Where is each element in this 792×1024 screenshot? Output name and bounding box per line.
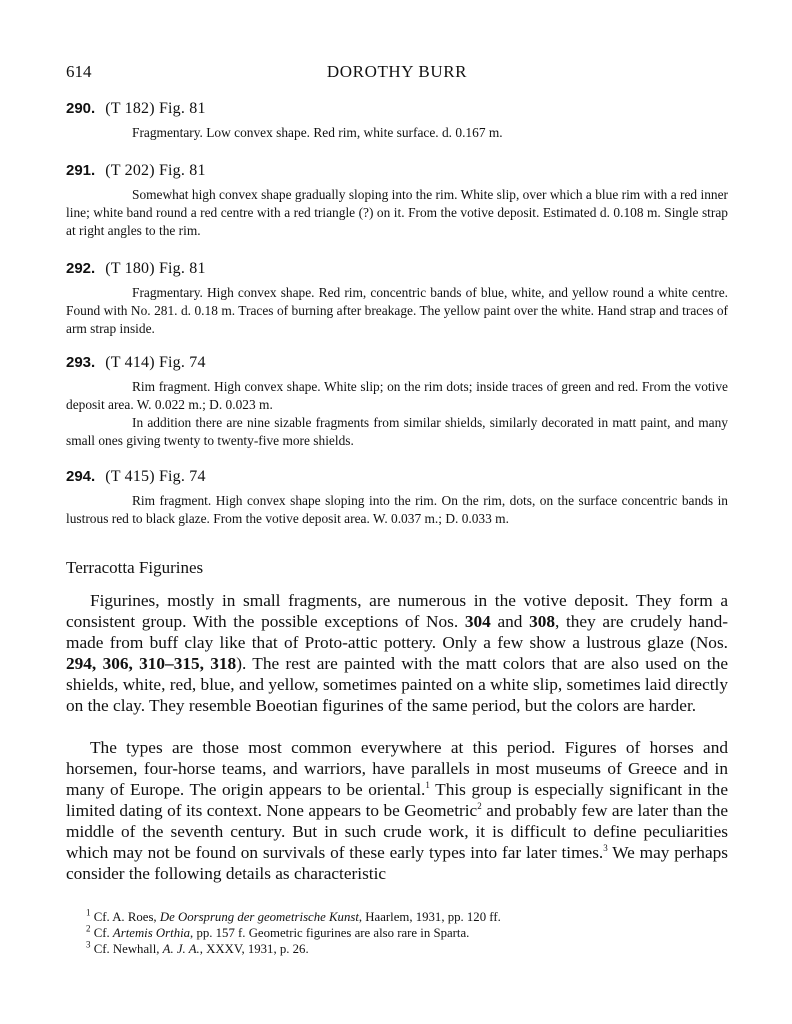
entry-number: 292. bbox=[66, 260, 96, 277]
entry-description: Fragmentary. High convex shape. Red rim, concentric bands of blue, white, and yellow round a white centre. Found with No. 281. d. 0.18 m. Traces of burning after breakage. The yellow paint over the white. Hand strap and traces of arm strap inside. bbox=[66, 285, 728, 336]
footnote-ref[interactable]: 1 bbox=[425, 780, 430, 791]
catalogue-entry bbox=[66, 354, 728, 450]
section-heading: Terracotta Figurines bbox=[66, 558, 204, 577]
catalogue-entry bbox=[66, 162, 728, 240]
entry-reference: (T 414) Fig. 74 bbox=[105, 354, 206, 371]
page-number: 614 bbox=[66, 62, 92, 81]
entry-description: Rim fragment. High convex shape. White slip; on the rim dots; inside traces of green and red. From the votive deposit area. W. 0.022 m.; D. 0.023 m. bbox=[66, 379, 728, 412]
footnotes bbox=[66, 909, 728, 957]
catalogue-entry bbox=[66, 468, 728, 528]
body-paragraph: The types are those most common everywhere at this period. Figures of horses and horsemen, four-horse teams, and warriors, have parallels in most museums of Greece and in many of Europe. The origin appears to be oriental.$^1$ This group is especially significant in the limited dating of its context. None appears to be Geometric$^2$ and probably few are later than the middle of the seventh century. But in such crude work, it is difficult to define peculiarities which may not be found on survivals of these early types into far later times.$^3$ We may perhaps consider the following details as characteristic bbox=[66, 738, 729, 883]
entry-number: 294. bbox=[66, 468, 96, 485]
body-paragraph: Figurines, mostly in small fragments, are numerous in the votive deposit. They form a consistent group. With the possible exceptions of Nos. 304 and 308, they are crudely hand-made from buff clay like that of Proto-attic pottery. Only a few show a lustrous glaze (Nos. 294, 306, 310–315, 318). The rest are painted with the matt colors that are also used on the shields, white, red, blue, and yellow, sometimes painted on a white slip, sometimes laid directly on the clay. They resemble Boeotian figurines of the same period, but the colors are harder. bbox=[66, 591, 729, 715]
footnote-ref[interactable]: 3 bbox=[603, 843, 608, 854]
entry-description-note: In addition there are nine sizable fragments from similar shields, similarly decorated in matt paint, and many small ones giving twenty to twenty-five more shields. bbox=[66, 415, 728, 448]
catalogue-entry bbox=[66, 100, 728, 142]
entry-description: Fragmentary. Low convex shape. Red rim, white surface. d. 0.167 m. bbox=[132, 125, 503, 140]
catalogue-entry bbox=[66, 260, 728, 338]
footnote: $^1$ Cf. A. Roes, De Oorsprung der geometrische Kunst, Haarlem, 1931, pp. 120 ff. bbox=[86, 907, 501, 924]
entry-number: 293. bbox=[66, 354, 96, 371]
entry-reference: (T 180) Fig. 81 bbox=[105, 260, 206, 277]
entry-reference: (T 182) Fig. 81 bbox=[105, 100, 206, 117]
entry-number: 290. bbox=[66, 100, 96, 117]
footnote: $^3$ Cf. Newhall, A. J. A., XXXV, 1931, p. 26. bbox=[86, 939, 309, 956]
entry-description: Somewhat high convex shape gradually sloping into the rim. White slip, over which a blue rim with a red inner line; white band round a red centre with a red triangle (?) on it. From the votive deposit. Estimated d. 0.108 m. Single strap at right angles to the rim. bbox=[66, 187, 728, 238]
running-head bbox=[66, 62, 728, 86]
footnote-ref[interactable]: 2 bbox=[477, 801, 482, 812]
running-title: DOROTHY BURR bbox=[326, 62, 468, 81]
entry-number: 291. bbox=[66, 162, 96, 179]
footnote: $^2$ Cf. Artemis Orthia, pp. 157 f. Geometric figurines are also rare in Sparta. bbox=[86, 923, 470, 940]
entry-reference: (T 202) Fig. 81 bbox=[105, 162, 206, 179]
entry-reference: (T 415) Fig. 74 bbox=[105, 468, 206, 485]
entry-description: Rim fragment. High convex shape sloping into the rim. On the rim, dots, on the surface concentric bands in lustrous red to black glaze. From the votive deposit area. W. 0.037 m.; D. 0.033 m. bbox=[66, 493, 728, 526]
